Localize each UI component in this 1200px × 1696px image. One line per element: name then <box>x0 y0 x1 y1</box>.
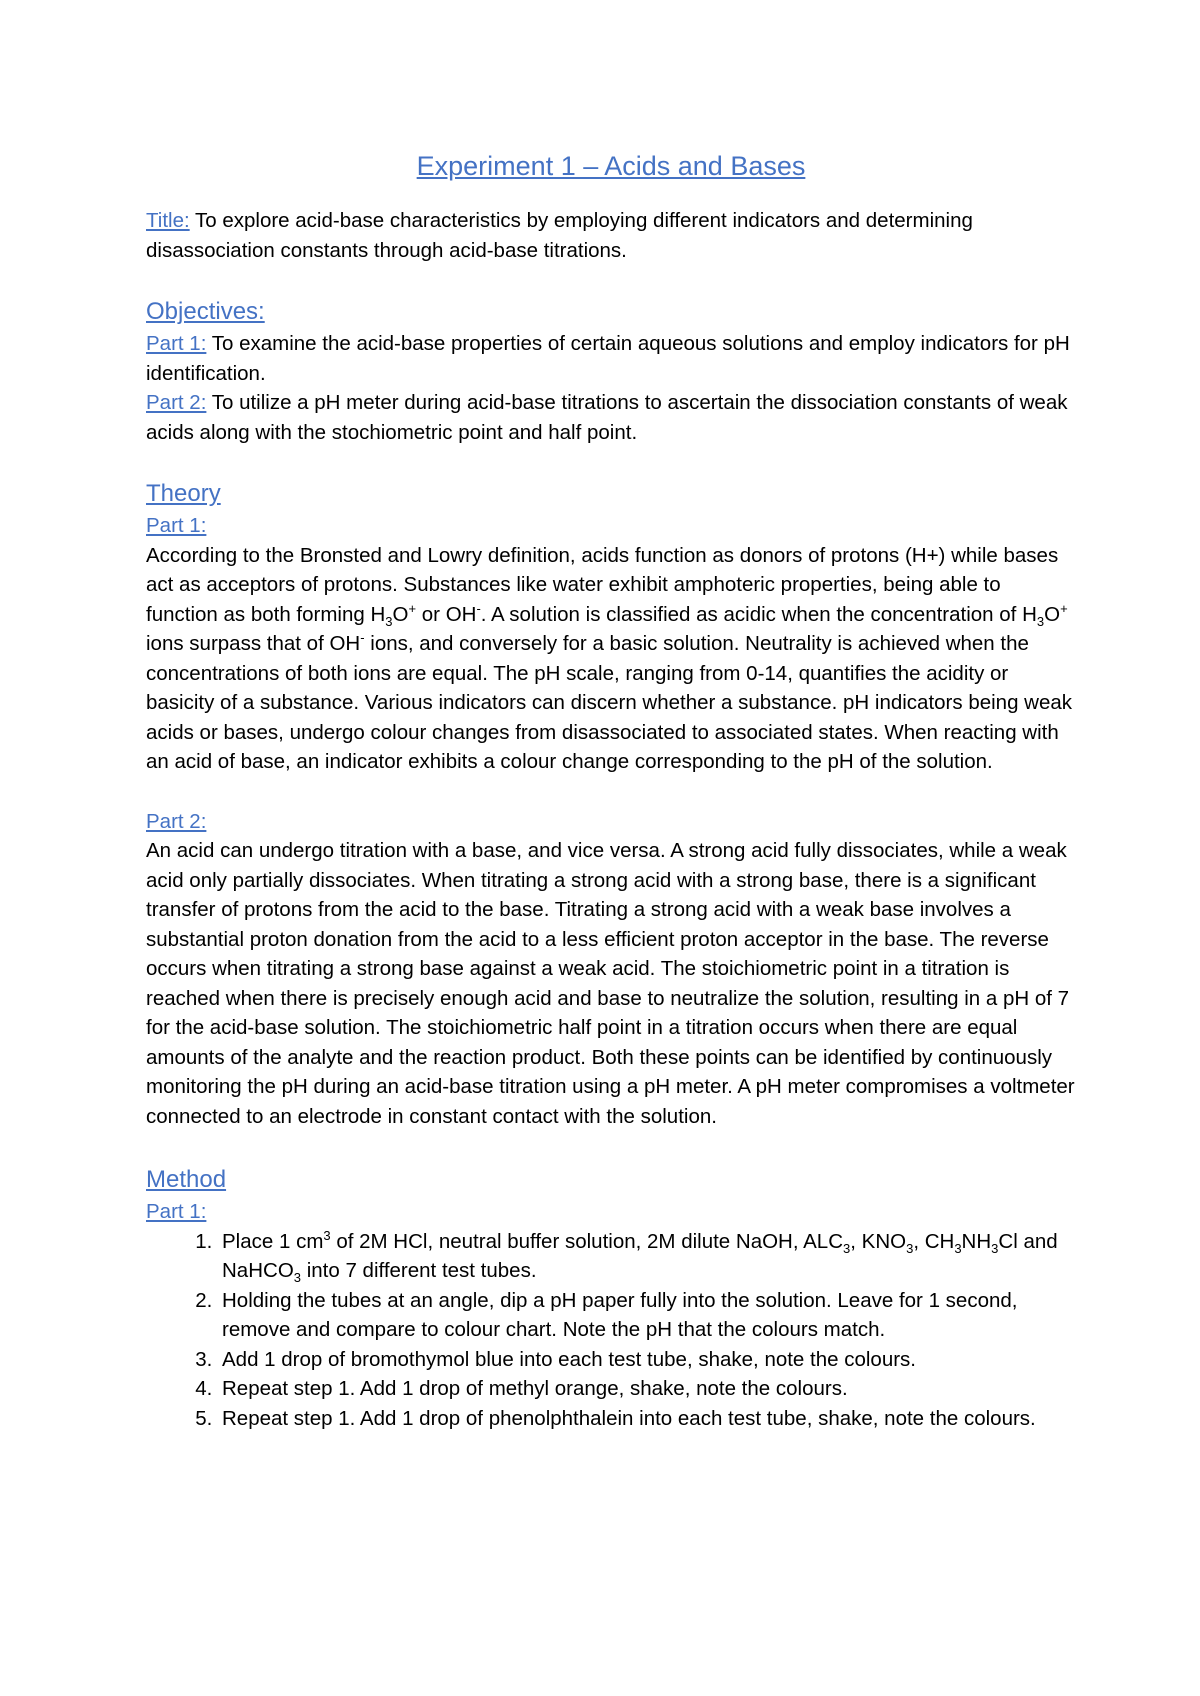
spacer <box>146 265 1076 295</box>
step-segment: NH <box>961 1229 992 1253</box>
method-step <box>218 1227 1076 1286</box>
objective-part1 <box>146 329 1076 388</box>
title-text: To explore acid-base characteristics by employing different indicators and determining disassociation constants through acid-base titrations. <box>146 209 973 262</box>
method-step: 4. Repeat step 1. Add 1 drop of methyl orange, shake, note the colours. <box>218 1374 1076 1404</box>
objectives-heading: Objectives: <box>146 298 265 325</box>
theory-part1-segment: ions, and conversely for a basic solution. Neutrality is achieved when the concentrations of both ions are equal. The pH scale, ranging from 0-14, quantifies the acidity or basicity of a substance. Various indicators can discern whether a substance. pH indicators being weak acids or bases, undergo colour changes from disassociated to associated states. When reacting with an acid of base, an indicator exhibits a colour change corresponding to the pH of the solution. <box>146 632 1073 773</box>
method-steps-list <box>146 1227 1076 1434</box>
theory-part2-text: An acid can undergo titration with a base, and vice versa. A strong acid fully dissociates, while a weak acid only partially dissociates. When titrating a strong acid with a strong base, there is a significant transfer of protons from the acid to the base. Titrating a strong acid with a weak base involves a substantial proton donation from the acid to a less efficient proton acceptor in the base. The reverse occurs when titrating a strong base against a weak acid. The stoichiometric point in a titration is reached when there is precisely enough acid and base to neutralize the solution, resulting in a pH of 7 for the acid-base solution. The stoichiometric half point in a titration occurs when there are equal amounts of the analyte and the reaction product. Both these points can be identified by continuously monitoring the pH during an acid-base titration using a pH meter. A pH meter compromises a voltmeter connected to an electrode in constant contact with the solution. <box>146 839 1075 1128</box>
step-segment: Place 1 cm <box>222 1229 324 1253</box>
method-step: 2. Holding the tubes at an angle, dip a pH paper fully into the solution. Leave for 1 second, remove and compare to colour chart. Note the pH that the colours match. <box>218 1286 1076 1345</box>
step-segment: , CH <box>913 1229 955 1253</box>
theory-part1-segment: or OH <box>416 602 477 626</box>
theory-heading: Theory <box>146 480 221 507</box>
spacer <box>146 447 1076 477</box>
subscript: 3 <box>954 1240 962 1256</box>
superscript: 3 <box>323 1227 331 1243</box>
objective-part2-label: Part 2: <box>146 391 207 414</box>
title-paragraph <box>146 206 1076 265</box>
method-part1-label: Part 1: <box>146 1200 207 1223</box>
theory-part1-label: Part 1: <box>146 514 207 537</box>
method-step: 3. Add 1 drop of bromothymol blue into each test tube, shake, note the colours. <box>218 1345 1076 1375</box>
superscript: - <box>476 600 481 616</box>
objective-part2-text: To utilize a pH meter during acid-base titrations to ascertain the dissociation constants of weak acids along with the stochiometric point and half point. <box>146 391 1068 444</box>
objective-part1-text: To examine the acid-base properties of certain aqueous solutions and employ indicators for pH identification. <box>146 332 1070 385</box>
spacer <box>146 777 1076 807</box>
theory-part1-segment: ions surpass that of OH <box>146 632 361 655</box>
method-heading: Method <box>146 1166 227 1193</box>
theory-part1-text <box>146 541 1076 777</box>
superscript: - <box>360 630 365 646</box>
theory-part1-segment: O <box>392 602 409 626</box>
subscript: 3 <box>843 1240 851 1256</box>
title-label: Title: <box>146 209 190 232</box>
subscript: 3 <box>991 1240 999 1256</box>
document-title: Experiment 1 – Acids and Bases <box>416 151 806 181</box>
step-segment: into 7 different test tubes. <box>301 1259 537 1282</box>
step-segment: of 2M HCl, neutral buffer solution, 2M dilute NaOH, ALC <box>330 1229 844 1253</box>
document-content <box>146 146 1076 1433</box>
objective-part2 <box>146 388 1076 447</box>
superscript: + <box>1060 600 1068 616</box>
subscript: 3 <box>385 613 393 629</box>
step-segment: , KNO <box>850 1229 907 1253</box>
objective-part1-label: Part 1: <box>146 332 207 355</box>
subscript: 3 <box>293 1270 301 1286</box>
superscript: + <box>408 600 417 616</box>
theory-part1-segment: O <box>1044 602 1061 626</box>
subscript: 3 <box>1036 613 1045 629</box>
subscript: 3 <box>906 1240 914 1256</box>
spacer <box>146 1131 1076 1163</box>
theory-part2-label: Part 2: <box>146 809 207 833</box>
theory-part1-segment: According to the Bronsted and Lowry definition, acids function as donors of protons (H+) while bases act as acceptors of protons. Substances like water exhibit amphoteric properties, being able to function as both forming H <box>146 543 1059 626</box>
method-step: 5. Repeat step 1. Add 1 drop of phenolphthalein into each test tube, shake, note the colours. <box>218 1404 1076 1434</box>
theory-part1-segment: . A solution is classified as acidic when the concentration of H <box>480 602 1037 626</box>
step-segment: Cl and NaHCO <box>222 1229 1058 1282</box>
